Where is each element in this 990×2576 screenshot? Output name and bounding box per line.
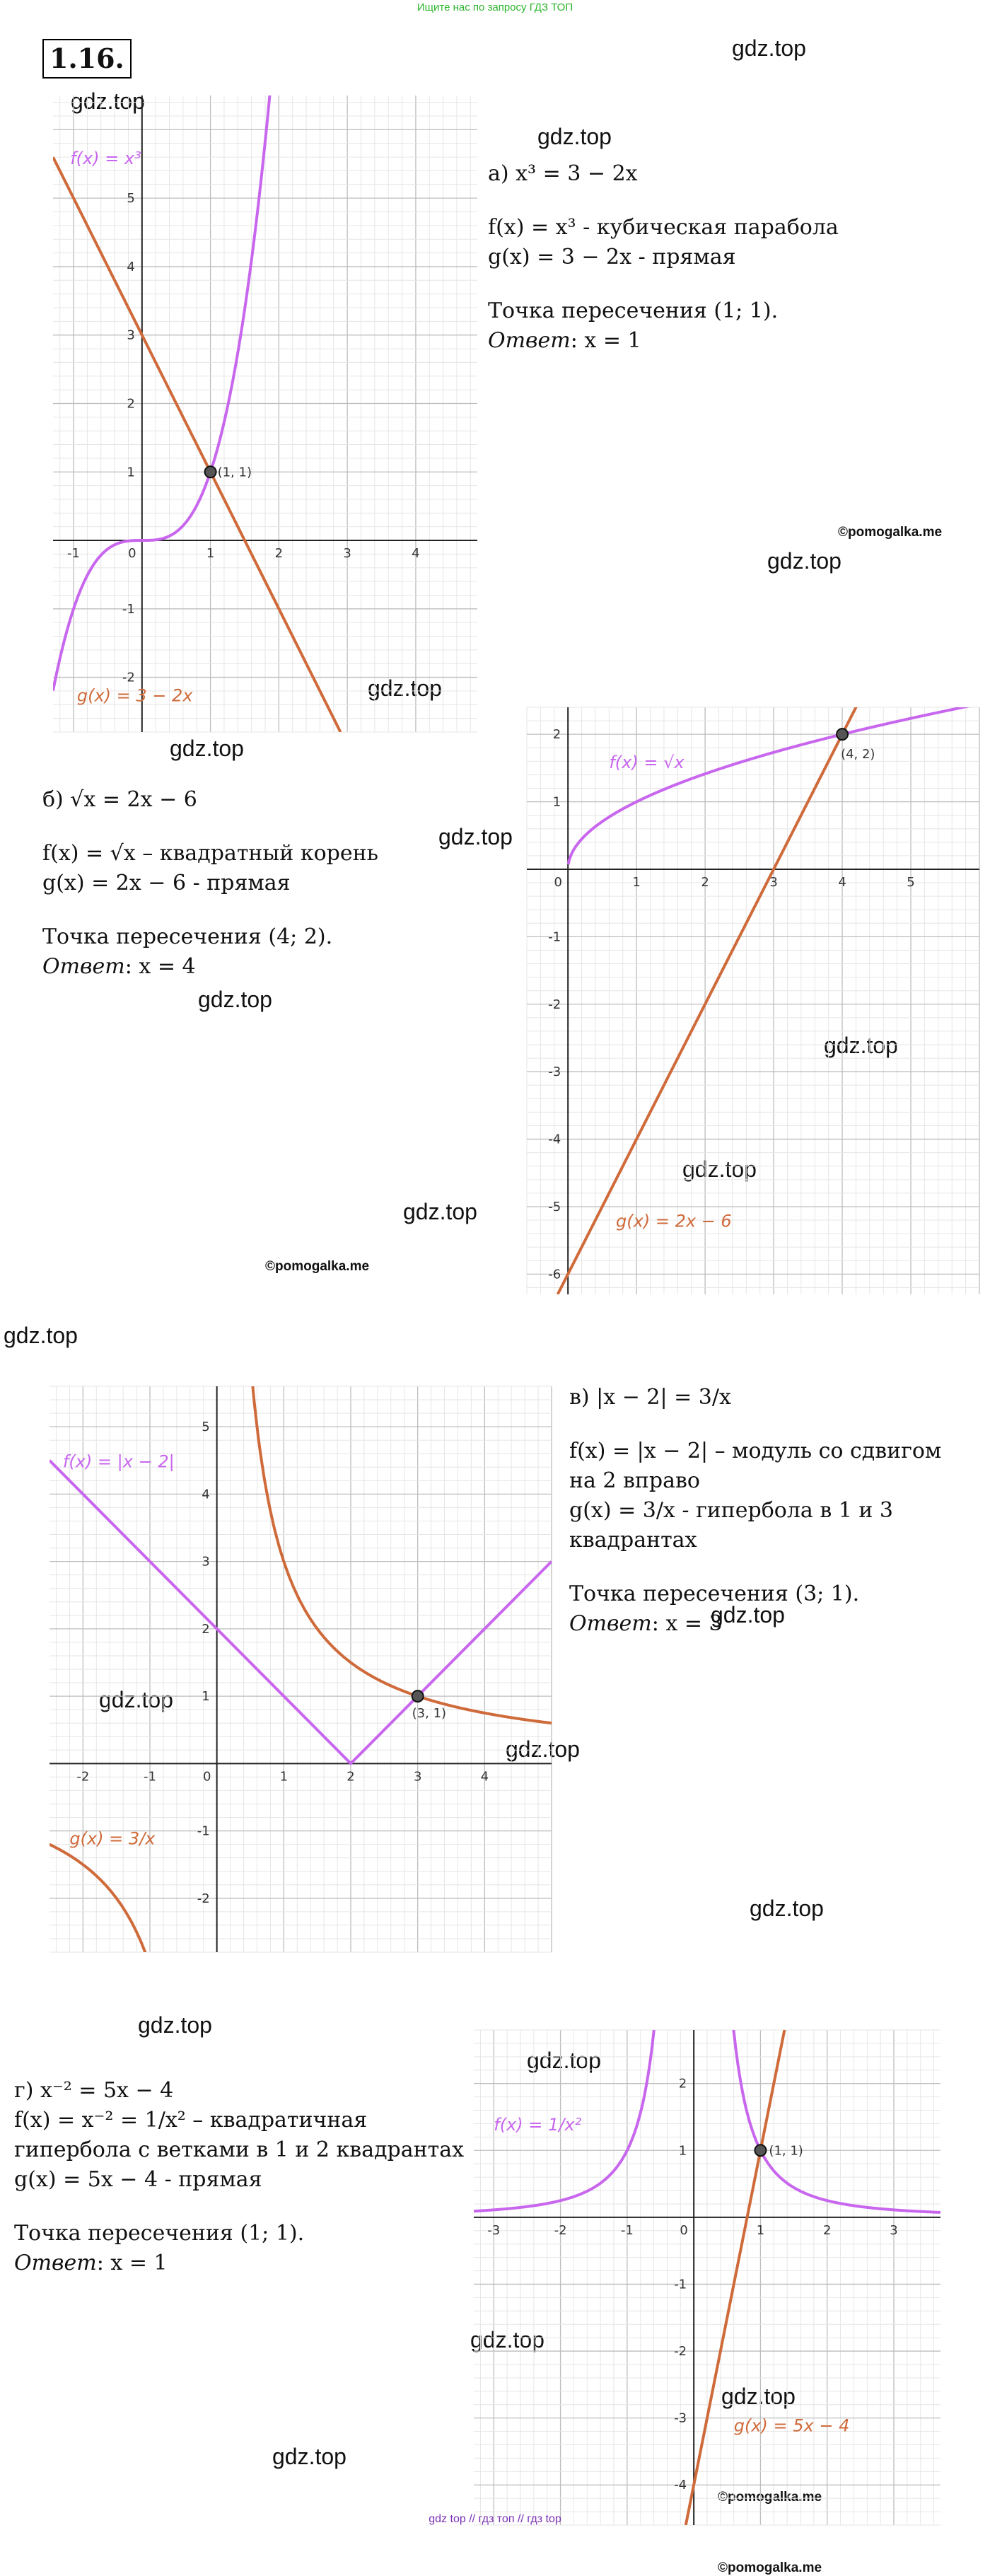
y-tick-label: -1	[197, 1823, 210, 1839]
x-tick-label: -3	[487, 2222, 501, 2238]
watermark: gdz.top	[767, 548, 842, 574]
watermark: gdz.top	[438, 824, 513, 849]
watermark: gdz.top	[721, 2384, 796, 2409]
watermark: gdz.top	[506, 1736, 580, 1762]
y-tick-label: 4	[202, 1487, 210, 1502]
x-tick-label: 3	[413, 1769, 422, 1785]
answer	[42, 952, 378, 982]
watermark: gdz.top	[138, 2012, 212, 2038]
answer-value: : x = 3	[651, 1611, 723, 1636]
function-f-cont: гипербола с ветками в 1 и 2 квадрантах	[14, 2137, 465, 2162]
part-g-text	[14, 2076, 464, 2278]
y-tick-label: 2	[127, 396, 135, 412]
y-tick-label: -2	[197, 1891, 210, 1906]
origin-label: 0	[680, 2222, 688, 2238]
equation: б) √x = 2x − 6	[42, 787, 197, 812]
answer-value: : x = 4	[124, 954, 196, 979]
series-label: f(x) = 1/x²	[494, 2114, 582, 2135]
part-v-text	[569, 1383, 941, 1639]
part-b-text	[42, 785, 378, 982]
answer-label: Ответ	[569, 1611, 652, 1636]
y-tick-label: 2	[202, 1621, 210, 1637]
y-tick-label: -4	[548, 1132, 561, 1147]
origin-label: 0	[128, 546, 136, 562]
watermark: gdz.top	[537, 124, 612, 149]
y-tick-label: 5	[127, 191, 135, 207]
y-tick-label: 3	[127, 327, 135, 343]
y-tick-label: 2	[552, 727, 561, 743]
watermark: gdz.top	[732, 35, 806, 61]
answer-value: : x = 1	[570, 328, 641, 353]
y-tick-label: 5	[202, 1420, 210, 1435]
intersection: Точка пересечения (4; 2).	[42, 924, 333, 949]
y-tick-label: -2	[674, 2344, 687, 2360]
grid	[474, 2030, 940, 2525]
y-tick-label: 1	[202, 1689, 210, 1705]
graph-b	[527, 707, 979, 1294]
equation: г) x⁻² = 5x − 4	[14, 2078, 174, 2103]
y-tick-label: -4	[674, 2478, 687, 2493]
point-label: (4, 2)	[841, 747, 875, 762]
function-f: f(x) = x⁻² = 1/x² – квадратичная	[14, 2108, 368, 2133]
x-tick-label: 1	[206, 546, 215, 562]
x-tick-label: 4	[480, 1769, 489, 1785]
y-tick-label: 2	[678, 2076, 687, 2091]
y-tick-label: -1	[674, 2277, 687, 2292]
watermark: gdz.top	[470, 2327, 544, 2352]
intersection-point	[412, 1690, 424, 1702]
x-tick-label: 4	[412, 546, 420, 562]
answer-value: : x = 1	[96, 2251, 168, 2275]
series-label: g(x) = 3 − 2x	[76, 685, 193, 706]
function-g: g(x) = 3/x - гипербола в 1 и 3	[569, 1498, 893, 1523]
x-tick-label: -2	[554, 2222, 567, 2238]
watermark: gdz.top	[824, 1033, 898, 1058]
graph-g	[474, 2030, 940, 2525]
series-label: f(x) = x³	[70, 148, 141, 168]
x-tick-label: 3	[890, 2222, 898, 2238]
intersection: Точка пересечения (3; 1).	[569, 1582, 860, 1606]
function-f: f(x) = √x – квадратный корень	[42, 841, 378, 866]
watermark: gdz.top	[368, 675, 442, 701]
y-tick-label: -2	[548, 997, 561, 1012]
watermark: gdz.top	[99, 1687, 173, 1712]
intersection-point	[837, 729, 848, 740]
y-tick-label: -5	[548, 1199, 561, 1214]
intersection: Точка пересечения (1; 1).	[14, 2221, 305, 2246]
series-label: g(x) = 5x − 4	[733, 2415, 850, 2436]
watermark: gdz.top	[403, 1199, 477, 1224]
graph-v	[50, 1386, 552, 1952]
x-tick-label: 2	[822, 2222, 832, 2238]
function-g-cont: квадрантах	[569, 1528, 697, 1553]
credit: ©pomogalka.me	[265, 1259, 370, 1274]
x-tick-label: 5	[907, 874, 915, 890]
point-label: (1, 1)	[769, 2143, 803, 2159]
watermark: gdz.top	[527, 2048, 601, 2073]
credit: ©pomogalka.me	[838, 525, 943, 540]
y-tick-label: 1	[678, 2143, 687, 2159]
x-tick-label: -1	[67, 546, 81, 562]
search-hint: Ищите нас по запросу ГДЗ ТОП	[417, 1, 573, 13]
y-tick-label: 3	[202, 1554, 210, 1570]
series-line	[50, 1461, 552, 1764]
point-label: (3, 1)	[412, 1706, 447, 1722]
intersection-point	[205, 466, 216, 477]
y-tick-label: -3	[548, 1064, 561, 1080]
credit: ©pomogalka.me	[718, 2560, 822, 2575]
x-tick-label: 3	[769, 874, 778, 890]
grid	[527, 707, 979, 1294]
y-tick-label: 4	[127, 259, 135, 274]
x-tick-label: 2	[274, 546, 284, 562]
x-tick-label: 1	[279, 1769, 289, 1785]
function-g: g(x) = 3 − 2x - прямая	[488, 245, 736, 269]
function-f-cont: на 2 вправо	[569, 1468, 700, 1493]
equation: в) |x − 2| = 3/x	[569, 1385, 731, 1410]
equation: а) x³ = 3 − 2x	[488, 161, 638, 186]
series-line	[50, 1186, 552, 2153]
graph-a	[53, 95, 477, 732]
y-tick-label: 1	[552, 794, 561, 810]
watermark: gdz.top	[272, 2444, 346, 2469]
y-tick-label: -6	[548, 1267, 561, 1282]
x-tick-label: 4	[838, 874, 846, 890]
watermark: gdz.top	[750, 1896, 824, 1921]
function-f: f(x) = |x − 2| – модуль со сдвигом	[569, 1439, 942, 1463]
watermark: gdz.top	[71, 88, 145, 114]
watermark: gdz.top	[682, 1156, 757, 1182]
watermark: gdz.top	[711, 1602, 785, 1628]
answer-label: Ответ	[14, 2251, 97, 2275]
x-tick-label: -1	[144, 1769, 156, 1785]
y-tick-label: 1	[127, 465, 135, 480]
series-label: f(x) = |x − 2|	[62, 1451, 175, 1472]
x-tick-label: 1	[756, 2222, 765, 2238]
y-tick-label: -3	[674, 2410, 687, 2426]
part-a-text	[488, 159, 839, 356]
function-g: g(x) = 2x − 6 - прямая	[42, 871, 291, 895]
origin-label: 0	[202, 1769, 211, 1785]
watermark: gdz.top	[4, 1323, 78, 1348]
series-line	[686, 2030, 785, 2525]
x-tick-label: 2	[701, 874, 709, 890]
answer-label: Ответ	[42, 954, 125, 979]
grid	[53, 95, 477, 732]
y-tick-label: -2	[122, 670, 135, 685]
answer	[14, 2249, 464, 2278]
watermark: gdz.top	[170, 736, 244, 761]
credit: ©pomogalka.me	[718, 2490, 822, 2505]
intersection-point	[755, 2145, 766, 2156]
footer: gdz top // гдз топ // гдз top	[429, 2513, 561, 2525]
function-g: g(x) = 5x − 4 - прямая	[14, 2167, 262, 2192]
watermark: gdz.top	[198, 987, 272, 1012]
origin-label: 0	[554, 874, 562, 890]
y-tick-label: -1	[548, 929, 561, 945]
intersection: Точка пересечения (1; 1).	[488, 298, 779, 323]
x-tick-label: -2	[76, 1769, 90, 1785]
x-tick-label: 3	[343, 546, 351, 562]
function-f: f(x) = x³ - кубическая парабола	[488, 215, 839, 240]
point-label: (1, 1)	[217, 465, 252, 480]
series-label: g(x) = 3/x	[69, 1828, 156, 1849]
answer	[569, 1609, 941, 1639]
problem-number: 1.16.	[42, 39, 132, 79]
x-tick-label: 1	[632, 874, 641, 890]
x-tick-label: -1	[620, 2222, 634, 2238]
series-label: f(x) = √x	[609, 752, 685, 772]
answer	[488, 326, 839, 356]
answer-label: Ответ	[488, 328, 571, 353]
series-label: g(x) = 2x − 6	[616, 1211, 732, 1231]
y-tick-label: -1	[122, 601, 135, 617]
x-tick-label: 2	[346, 1769, 355, 1785]
